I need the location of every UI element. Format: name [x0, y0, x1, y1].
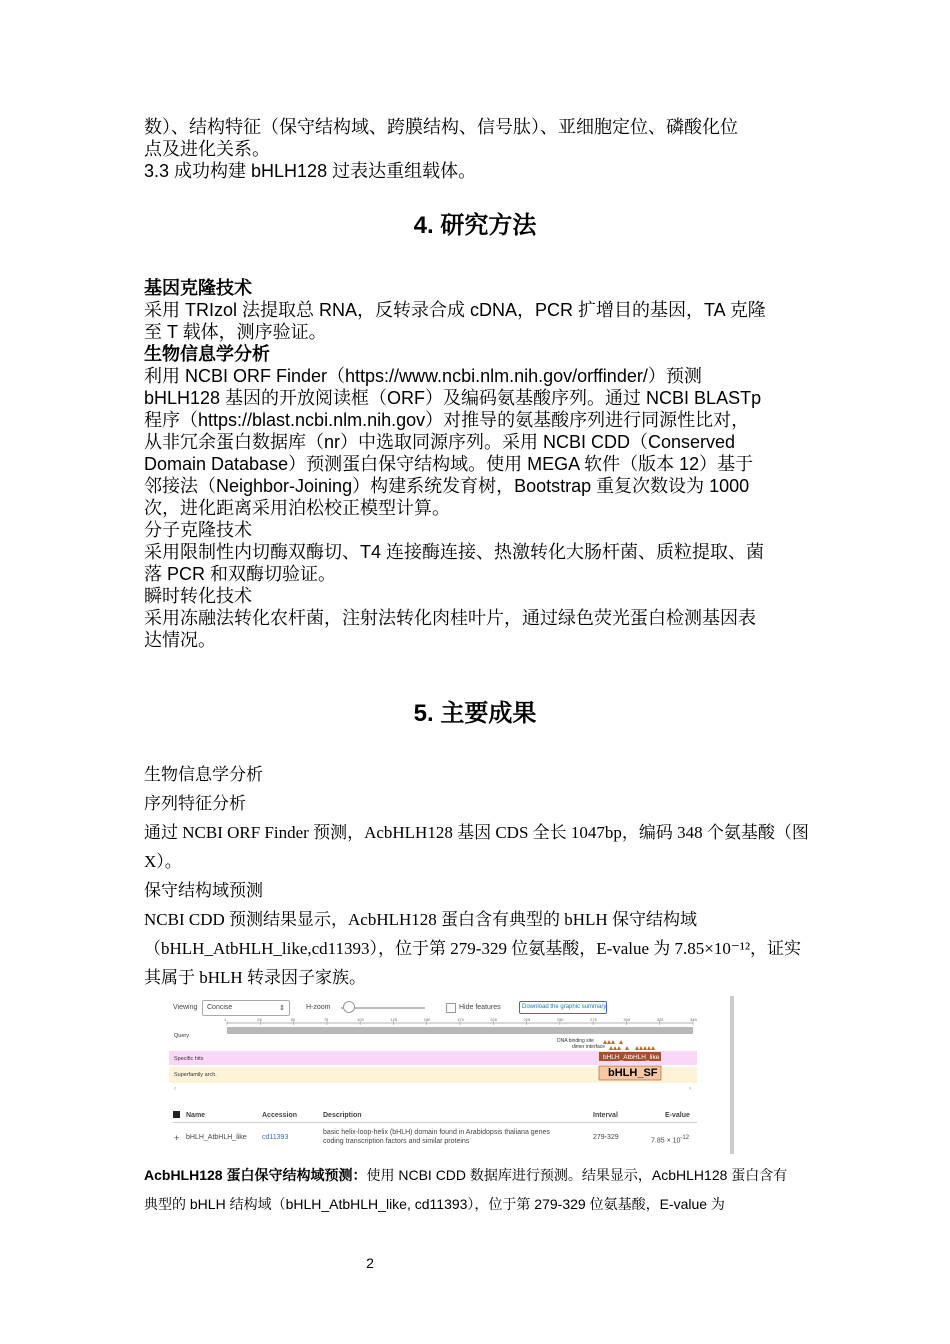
expand-all-icon[interactable] — [173, 1111, 180, 1118]
col-header: Accession — [262, 1112, 298, 1119]
binding-site-marker — [635, 1046, 639, 1050]
col-header: Name — [186, 1112, 206, 1119]
binding-site-marker — [613, 1046, 617, 1050]
row-label: Superfamily arch. — [174, 1072, 217, 1078]
axis-tick-label: 150 — [423, 1018, 431, 1022]
site-label: DNA binding site — [557, 1038, 594, 1044]
hit-description: coding transcription factors and similar proteins — [323, 1138, 470, 1145]
axis-tick-label: 75 — [323, 1018, 329, 1022]
axis-tick-label: 200 — [490, 1018, 497, 1022]
binding-site-marker — [651, 1046, 655, 1050]
binding-site-marker — [625, 1046, 629, 1050]
body-line: 瞬时转化技术 — [144, 586, 252, 606]
axis-tick-label: 348 — [690, 1018, 697, 1022]
scrollbar[interactable] — [730, 996, 734, 1154]
hide-features-label: Hide features — [459, 1004, 501, 1011]
results-line: 其属于 bHLH 转录因子家族。 — [144, 968, 366, 987]
row-label: Specific hits — [174, 1056, 204, 1062]
scroll-left-icon: ‹ — [174, 1086, 176, 1092]
figure-caption: 典型的 bHLH 结构域（bHLH_AtbHLH_like, cd11393），位于第 279-329 位氨基酸，E-value 为 — [144, 1196, 725, 1212]
results-line: 序列特征分析 — [144, 794, 246, 813]
body-line: 次，进化距离采用泊松校正模型计算。 — [144, 498, 450, 518]
hit-evalue: $7.85 \times 10^{-12}$ — [651, 1135, 690, 1145]
body-line: bHLH128 基因的开放阅读框（ORF）及编码氨基酸序列。通过 NCBI BLASTp — [144, 388, 762, 408]
binding-site-marker — [639, 1046, 643, 1050]
body-line: 达情况。 — [144, 630, 216, 650]
body-line: 落 PCR 和双酶切验证。 — [144, 564, 337, 584]
hide-features-checkbox[interactable] — [446, 1003, 456, 1013]
viewing-select[interactable]: Concise ⇕ — [202, 1000, 290, 1016]
binding-site-marker — [603, 1040, 607, 1044]
accession-link[interactable]: cd11393 — [262, 1134, 289, 1141]
axis-tick-label: 100 — [357, 1018, 364, 1022]
body-line: 点及进化关系。 — [144, 139, 270, 159]
axis-tick-label: 175 — [457, 1018, 464, 1022]
subsection-title: 生物信息学分析 — [144, 344, 270, 364]
page-number: 2 — [366, 1255, 374, 1271]
axis-tick-label: 325 — [656, 1018, 664, 1022]
results-line: X）。 — [144, 852, 182, 871]
expand-row-icon[interactable]: + — [174, 1133, 180, 1143]
results-line: 通过 NCBI ORF Finder 预测，AcbHLH128 基因 CDS 全长 1047bp，编码 348 个氨基酸（图 — [144, 823, 809, 842]
binding-site-marker — [619, 1040, 623, 1044]
col-header: E-value — [665, 1112, 690, 1119]
binding-site-marker — [643, 1046, 647, 1050]
body-line: 程序（https://blast.ncbi.nlm.nih.gov）对推导的氨基酸序列进行同源性比对， — [144, 410, 750, 430]
hit-description: basic helix-loop-helix (bHLH) domain found in Arabidopsis thaliana genes — [323, 1129, 550, 1136]
viewing-label: Viewing — [173, 1004, 198, 1011]
results-line: 保守结构域预测 — [144, 881, 263, 900]
axis-tick-label: 125 — [390, 1018, 398, 1022]
superfamily-label: bHLH_SF — [608, 1067, 658, 1079]
download-button[interactable]: Download the graphic summary — [519, 1001, 607, 1014]
body-line: 至 T 载体，测序验证。 — [144, 322, 327, 342]
divider — [173, 1122, 697, 1123]
domain-graphic — [169, 1018, 729, 1118]
body-line: 从非冗余蛋白数据库（nr）中选取同源序列。采用 NCBI CDD（Conserved — [144, 432, 736, 452]
body-line: 采用冻融法转化农杆菌，注射法转化肉桂叶片，通过绿色荧光蛋白检测基因表 — [144, 608, 756, 628]
body-line: 3.3 成功构建 bHLH128 过表达重组载体。 — [144, 161, 477, 181]
body-line: 采用限制性内切酶双酶切、T4 连接酶连接、热激转化大肠杆菌、质粒提取、菌 — [144, 542, 765, 562]
section-heading-methods: 4. 研究方法 — [413, 212, 537, 239]
body-line: 利用 NCBI ORF Finder（https://www.ncbi.nlm.nih.gov/orffinder/）预测 — [144, 366, 702, 386]
axis-tick-label: 275 — [590, 1018, 597, 1022]
axis-tick-label: 50 — [290, 1018, 296, 1022]
body-line: 邻接法（Neighbor-Joining）构建系统发育树，Bootstrap 重复次数设为 1000 — [144, 476, 750, 496]
results-line: NCBI CDD 预测结果显示，AcbHLH128 蛋白含有典型的 bHLH 保守结构域 — [144, 910, 697, 929]
section-heading-results: 5. 主要成果 — [413, 700, 537, 727]
binding-site-marker — [609, 1046, 613, 1050]
axis-tick-label: 250 — [556, 1018, 564, 1022]
cdd-result-figure — [169, 996, 735, 1154]
axis-tick-label: 225 — [523, 1018, 531, 1022]
body-line: 分子克隆技术 — [144, 520, 252, 540]
row-label: Query — [174, 1033, 189, 1039]
scroll-right-icon: › — [689, 1086, 691, 1092]
results-line: （bHLH_AtbHLH_like,cd11393），位于第 279-329 位氨基酸，E-value 为 7.85×10⁻¹²，证实 — [144, 939, 802, 958]
axis-tick-label: 25 — [257, 1018, 262, 1022]
body-line: 采用 TRIzol 法提取总 RNA，反转录合成 cDNA，PCR 扩增目的基因，TA 克隆 — [144, 300, 766, 320]
chevron-down-icon: ⇕ — [279, 1005, 285, 1012]
axis-tick-label: 300 — [623, 1018, 631, 1022]
binding-site-marker — [617, 1046, 621, 1050]
site-label: dimer interface — [572, 1044, 606, 1050]
hit-interval: 279-329 — [593, 1134, 619, 1141]
query-bar — [227, 1027, 693, 1034]
slider-handle[interactable] — [343, 1001, 355, 1013]
binding-site-marker — [607, 1040, 611, 1044]
body-line: 数）、结构特征（保守结构域、跨膜结构、信号肽）、亚细胞定位、磷酸化位 — [144, 117, 738, 137]
subsection-title: 基因克隆技术 — [144, 278, 252, 298]
body-line: Domain Database）预测蛋白保守结构域。使用 MEGA 软件（版本 12）基于 — [144, 454, 754, 474]
binding-site-marker — [611, 1040, 615, 1044]
figure-caption: AcbHLH128 蛋白保守结构域预测：使用 NCBI CDD 数据库进行预测。结果显示，AcbHLH128 蛋白含有 — [144, 1167, 788, 1183]
col-header: Description — [323, 1112, 362, 1119]
hzoom-label: H-zoom — [306, 1004, 331, 1011]
col-header: Interval — [593, 1112, 618, 1119]
axis-tick-label: 1 — [224, 1018, 227, 1022]
results-line: 生物信息学分析 — [144, 765, 263, 784]
specific-hit-label: bHLH_AtbHLH_like — [603, 1054, 660, 1061]
binding-site-marker — [647, 1046, 651, 1050]
hit-name[interactable]: bHLH_AtbHLH_like — [186, 1134, 247, 1141]
